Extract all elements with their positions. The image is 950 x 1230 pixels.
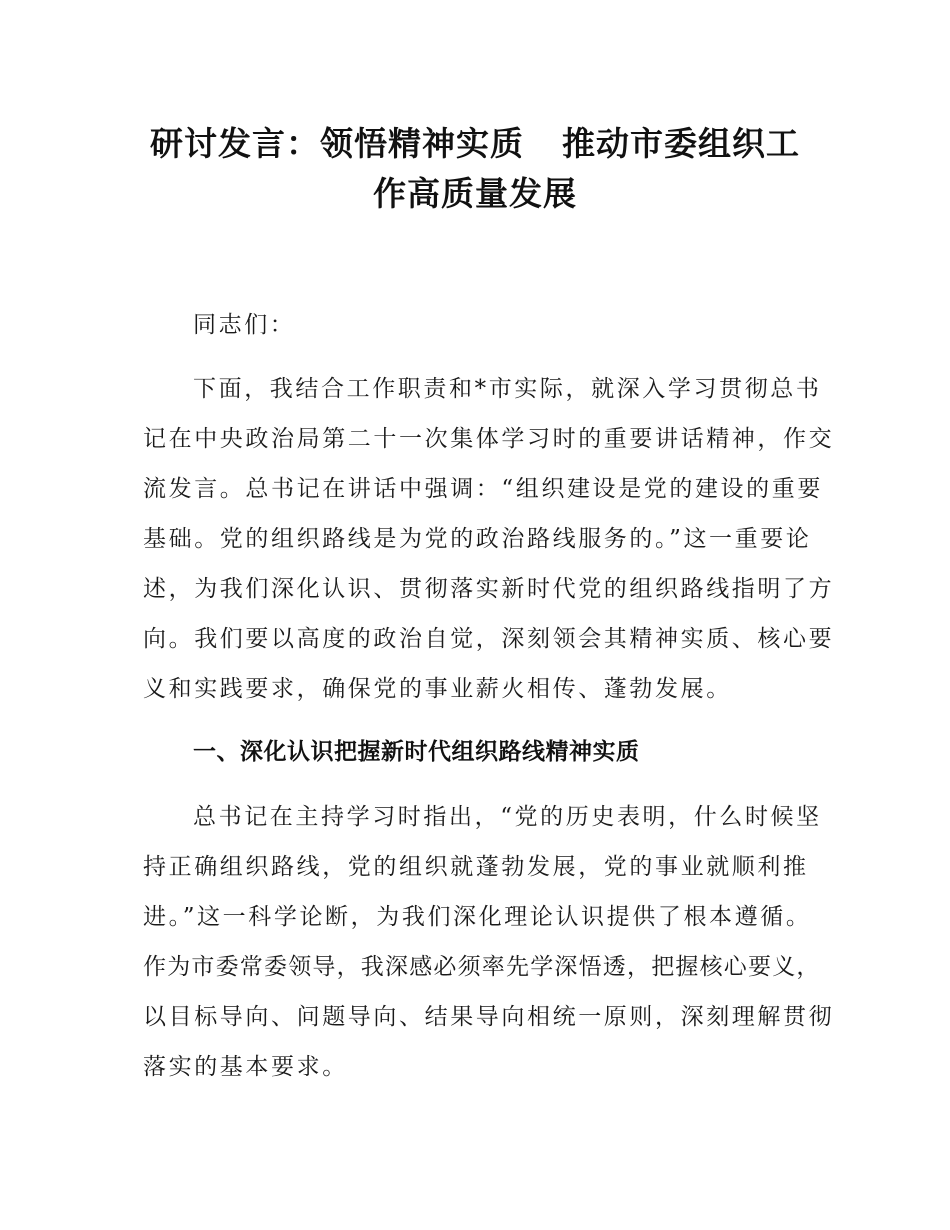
paragraph-2-line-2: 持正确组织路线，党的组织就蓬勃发展，党的事业就顺利推 <box>143 854 809 880</box>
section-1-heading: 一、深化认识把握新时代组织路线精神实质 <box>193 739 640 765</box>
paragraph-1-line-1: 下面，我结合工作职责和*市实际，就深入学习贯彻总书 <box>193 376 822 402</box>
paragraph-2-line-1: 总书记在主持学习时指出，“党的历史表明，什么时候坚 <box>193 804 822 830</box>
title-part-a: 研讨发言：领悟精神实质 <box>150 124 524 163</box>
paragraph-2-line-3: 进。”这一科学论断，为我们深化理论认识提供了根本遵循。 <box>143 904 812 930</box>
paragraph-1-line-5: 述，为我们深化认识、贯彻落实新时代党的组织路线指明了方 <box>143 576 835 602</box>
paragraph-2-line-6: 落实的基本要求。 <box>143 1054 348 1080</box>
paragraph-1-line-6: 向。我们要以高度的政治自觉，深刻领会其精神实质、核心要 <box>143 626 835 652</box>
paragraph-1-line-4: 基础。党的组织路线是为党的政治路线服务的。”这一重要论 <box>143 526 812 552</box>
document-title-line-1 <box>100 118 850 165</box>
paragraph-1-line-7: 义和实践要求，确保党的事业薪火相传、蓬勃发展。 <box>143 676 732 702</box>
document-title-line-2: 作高质量发展 <box>373 174 577 213</box>
title-part-b: 推动市委组织工 <box>562 124 800 163</box>
paragraph-2-line-5: 以目标导向、问题导向、结果导向相统一原则，深刻理解贯彻 <box>143 1004 835 1030</box>
salutation: 同志们： <box>193 312 296 338</box>
paragraph-1-line-3: 流发言。总书记在讲话中强调：“组织建设是党的建设的重要 <box>143 476 823 502</box>
paragraph-2-line-4: 作为市委常委领导，我深感必须率先学深悟透，把握核心要义， <box>143 954 821 980</box>
paragraph-1-line-2: 记在中央政治局第二十一次集体学习时的重要讲话精神，作交 <box>143 426 835 452</box>
